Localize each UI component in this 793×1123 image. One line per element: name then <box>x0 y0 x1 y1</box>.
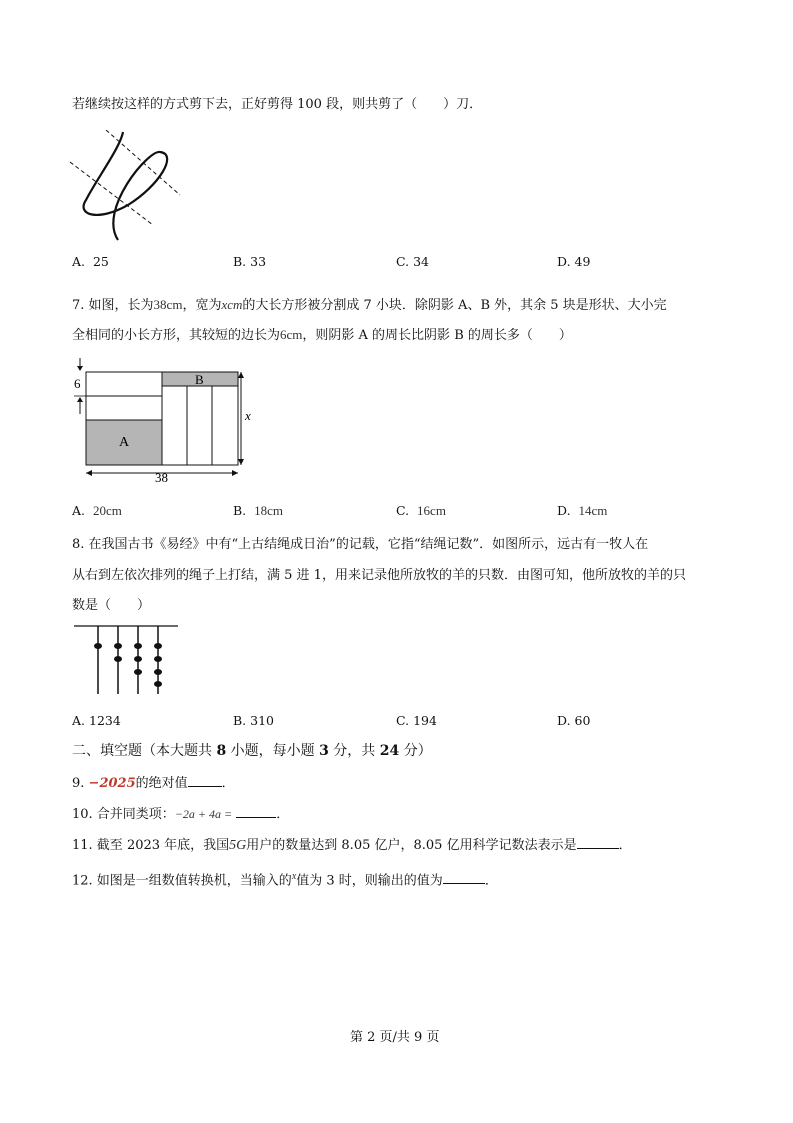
rope-curve <box>84 132 168 240</box>
q6-option-a: A. 25 <box>72 254 109 269</box>
label-a: A <box>119 435 130 450</box>
q6-stem: 若继续按这样的方式剪下去，正好剪得 100 段，则共剪了（ ）刀． <box>72 97 483 112</box>
q12: 12. 如图是一组数值转换机，当输入的$^x$值为 3 时，则输出的值为 ． <box>72 871 498 889</box>
label-b: B <box>195 372 204 387</box>
q10-answer-blank <box>236 805 276 818</box>
q10-expression: −2a + 4a = <box>174 807 233 821</box>
cut-line-2 <box>70 162 153 225</box>
q7-stem-line2: 全相同的小长方形，其较短的边长为6cm，则阴影 A 的周长比阴影 B 的周长多（ ） <box>72 327 572 343</box>
q10: 10. 合并同类项：−2a + 4a = ． <box>72 807 290 822</box>
q8-stem-line3: 数是（ ） <box>72 598 151 613</box>
q12-answer-blank <box>443 871 485 884</box>
q7-length: 38cm <box>153 297 183 312</box>
q9-value: −2025 <box>88 776 136 791</box>
page-footer: 第 2 页/共 9 页 <box>350 1030 440 1045</box>
q8-option-a: A. 1234 <box>72 713 121 728</box>
q9: 9. −2025的绝对值 ． <box>72 776 235 791</box>
q8-option-d: D. 60 <box>557 713 591 728</box>
q7-option-b: B. 18cm <box>233 503 284 518</box>
q11-answer-blank <box>577 836 619 849</box>
cut-line-1 <box>106 130 180 195</box>
section-heading-fill-in: 二、填空题（本大题共 8 小题，每小题 3 分，共 24 分） <box>72 743 432 759</box>
q6-option-b: B. 33 <box>233 254 267 269</box>
q11: 11. 截至 2023 年底，我国5G用户的数量达到 8.05 亿户，8.05 亿用科学记数法表示是 ． <box>72 838 632 853</box>
q8-knot-figure <box>72 620 182 696</box>
q7-width: xcm <box>221 297 243 312</box>
q6-option-d: D. 49 <box>557 254 591 269</box>
q9-answer-blank <box>188 774 222 787</box>
q7-option-d: D. 14cm <box>557 503 608 518</box>
q7-figure <box>68 356 258 486</box>
q7-option-c: C. 16cm <box>396 503 446 518</box>
q8-option-c: C. 194 <box>396 713 437 728</box>
q11-5g: 5G <box>229 838 247 853</box>
q6-option-c: C. 34 <box>396 254 429 269</box>
q8-stem-line1: 8. 在我国古书《易经》中有“上古结绳成日治”的记载，它指“结绳记数”．如图所示，远古有一牧人在 <box>72 537 649 552</box>
q6-figure <box>68 130 183 242</box>
q7-short-side: 6cm <box>280 327 303 342</box>
q8-stem-line2: 从右到左依次排列的绳子上打结，满 5 进 1，用来记录他所放牧的羊的只数．由图可知，他所放牧的羊的只 <box>72 568 686 583</box>
q7-stem-line1: 7. 如图，长为38cm，宽为xcm的大长方形被分割成 7 小块．除阴影 A、B 外，其余 5 块是形状、大小完 <box>72 297 667 313</box>
label-38: 38 <box>155 470 168 485</box>
label-x: x <box>245 408 251 423</box>
q12-variable: x <box>291 871 297 882</box>
label-6: 6 <box>74 376 81 391</box>
q8-option-b: B. 310 <box>233 713 275 728</box>
q7-option-a: A. 20cm <box>72 503 122 518</box>
